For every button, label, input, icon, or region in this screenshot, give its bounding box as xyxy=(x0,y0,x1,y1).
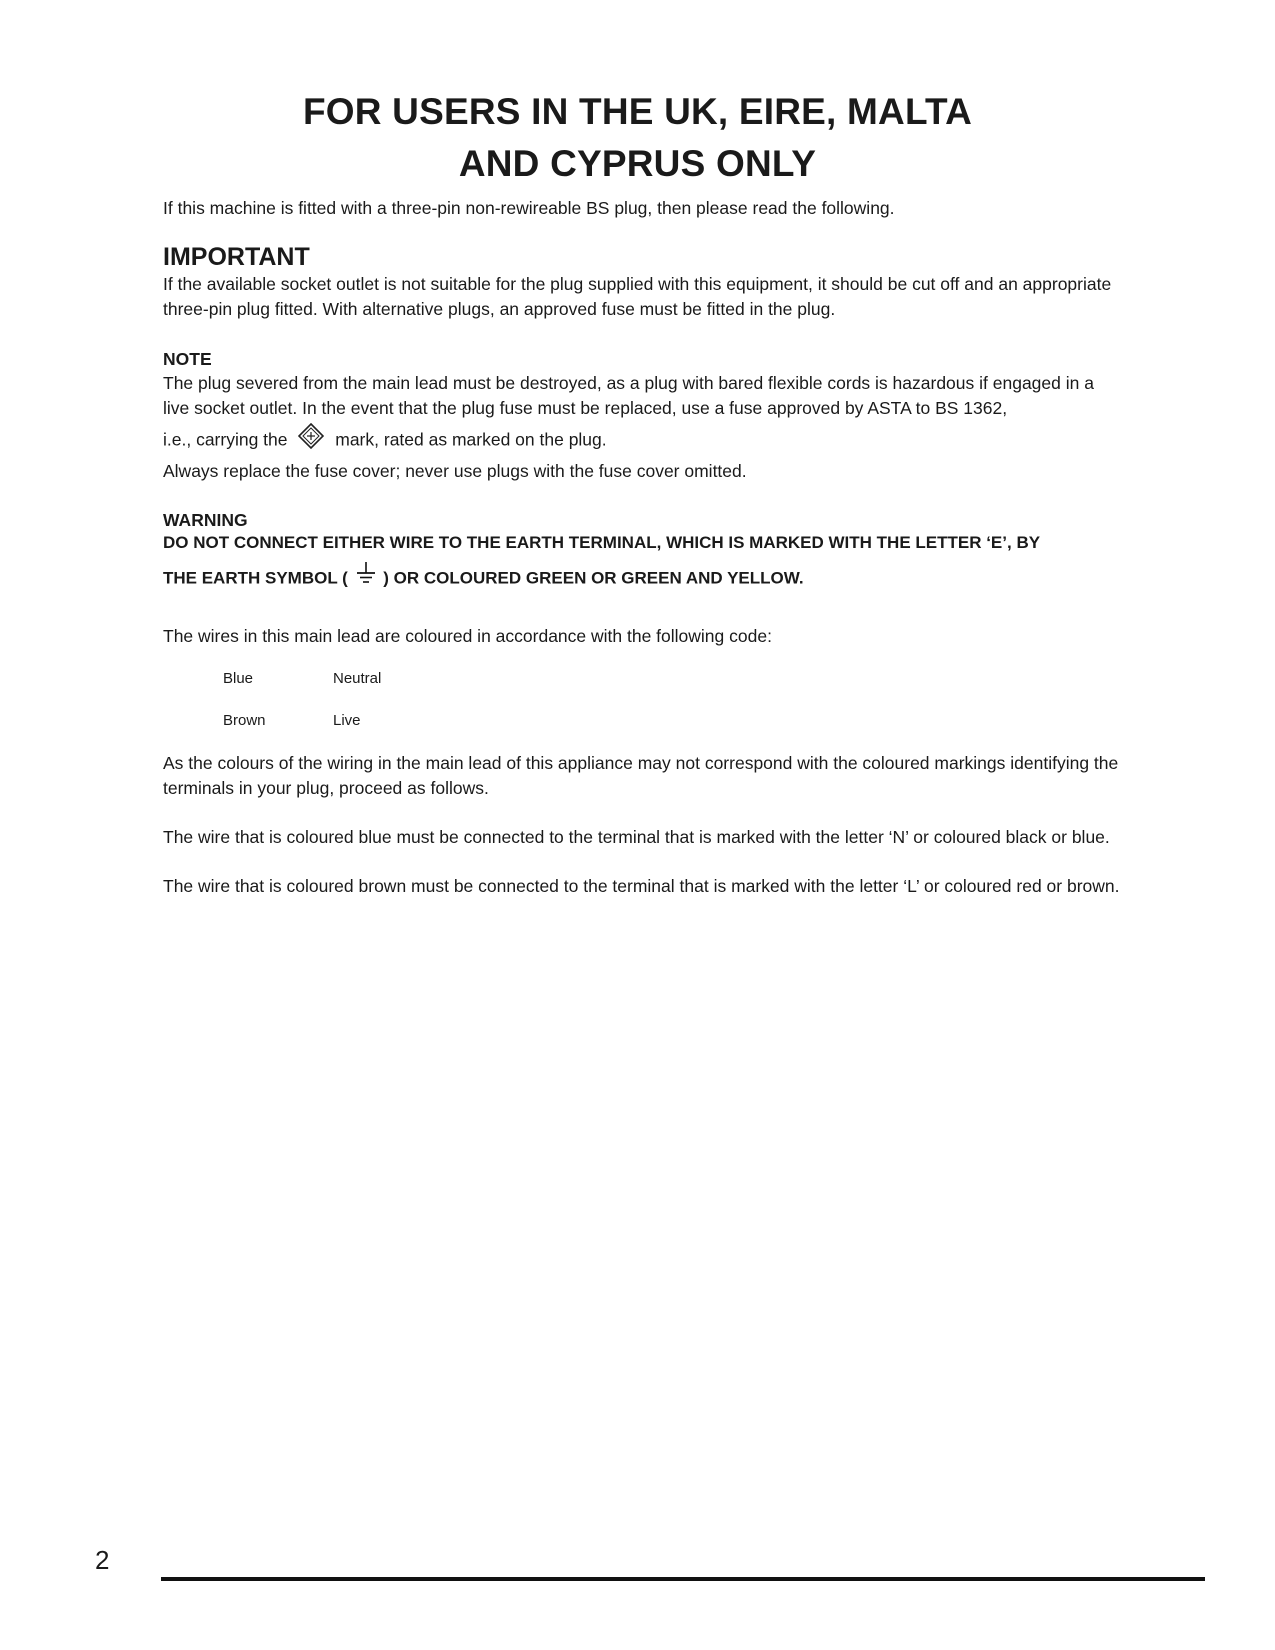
fuse-cover-text: Always replace the fuse cover; never use plugs with the fuse cover omitted. xyxy=(163,461,747,481)
wires-intro: The wires in this main lead are coloured in accordance with the following code: xyxy=(163,626,772,646)
colours-paragraph: As the colours of the wiring in the main lead of this appliance may not correspond with the coloured markings identifying the terminals in your plug, proceed as follows. xyxy=(163,753,1119,798)
table-row xyxy=(223,699,381,741)
page-title xyxy=(0,86,1275,190)
wire-function-cell: Neutral xyxy=(333,669,382,687)
asta-mark-icon xyxy=(298,423,324,459)
warning-line-2-after: ) OR COLOURED GREEN OR GREEN AND YELLOW. xyxy=(383,568,804,588)
warning-heading: WARNING xyxy=(163,510,248,530)
title-line-2: AND CYPRUS ONLY xyxy=(458,143,817,184)
wire-code-table xyxy=(223,657,381,741)
wire-function-cell: Live xyxy=(333,711,361,729)
intro-text: If this machine is fitted with a three-pin non-rewireable BS plug, then please read the following. xyxy=(163,198,895,218)
table-row xyxy=(223,657,381,699)
carrying-after: mark, rated as marked on the plug. xyxy=(335,429,607,450)
important-text: If the available socket outlet is not suitable for the plug supplied with this equipment, it should be cut off and an appropriate three-pin plug fitted. With alternative plugs, an approved fuse must be fitted in the plug. xyxy=(163,274,1112,319)
note-heading: NOTE xyxy=(163,349,212,369)
page-number: 2 xyxy=(95,1545,110,1575)
wire-colour-cell: Brown xyxy=(223,711,266,729)
warning-line-1: DO NOT CONNECT EITHER WIRE TO THE EARTH TERMINAL, WHICH IS MARKED WITH THE LETTER ‘E’, BY xyxy=(163,533,1041,552)
blue-wire-paragraph: The wire that is coloured blue must be connected to the terminal that is marked with the letter ‘N’ or coloured black or blue. xyxy=(163,827,1110,847)
document-body xyxy=(163,196,1123,899)
note-carrying-line xyxy=(163,423,1123,459)
warning-line-2 xyxy=(163,560,1123,598)
brown-wire-paragraph: The wire that is coloured brown must be connected to the terminal that is marked with the letter ‘L’ or coloured red or brown. xyxy=(163,876,1120,896)
note-text: The plug severed from the main lead must be destroyed, as a plug with bared flexible cords is hazardous if engaged in a live socket outlet. In the event that the plug fuse must be replaced, use a fuse approved by ASTA to BS 1362, xyxy=(163,373,1094,418)
title-line-1: FOR USERS IN THE UK, EIRE, MALTA xyxy=(303,91,972,132)
wire-colour-cell: Blue xyxy=(223,669,254,687)
footer-rule xyxy=(161,1577,1205,1581)
earth-symbol-icon xyxy=(355,560,377,598)
warning-line-2-before: THE EARTH SYMBOL ( xyxy=(163,568,348,588)
important-heading: IMPORTANT xyxy=(163,243,310,271)
carrying-before: i.e., carrying the xyxy=(163,429,288,450)
